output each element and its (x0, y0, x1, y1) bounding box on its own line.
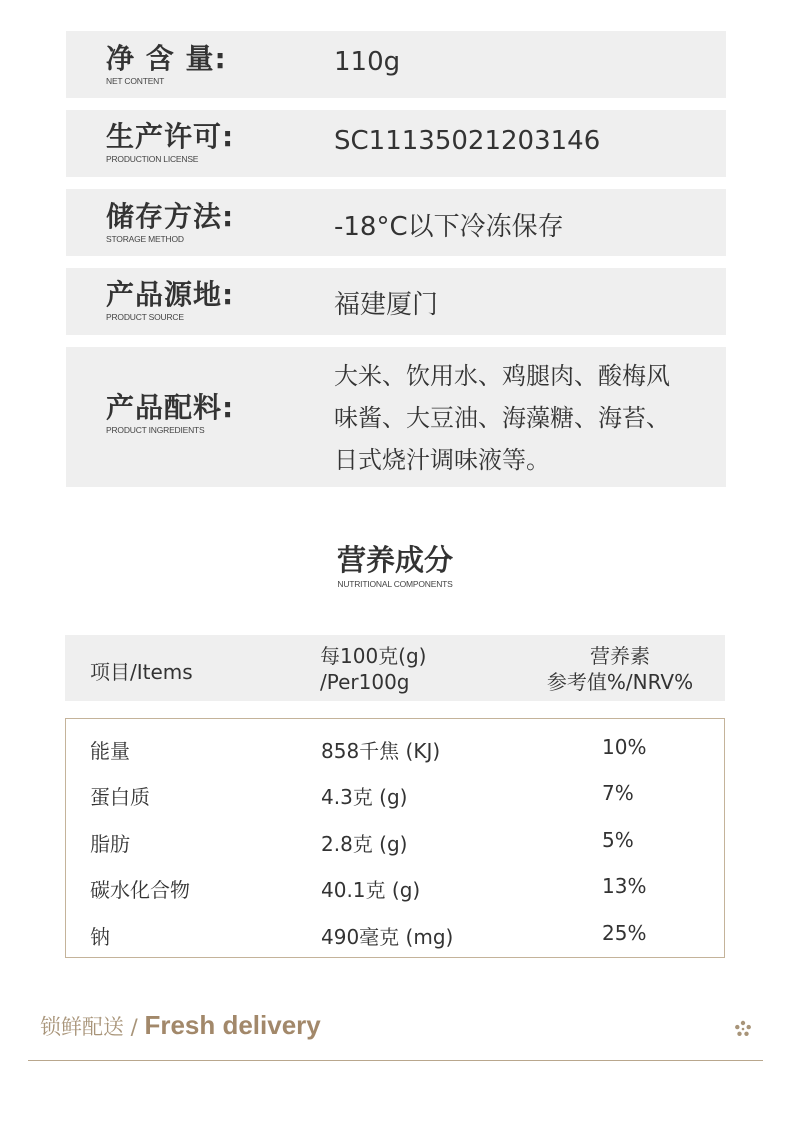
info-label: 生产许可: (106, 120, 235, 153)
row-value: 40.1克 (g) (321, 878, 421, 902)
info-label-group (106, 279, 234, 322)
info-label-group (106, 201, 234, 244)
row-name: 蛋白质 (90, 785, 150, 809)
info-label-en: PRODUCT INGREDIENTS (106, 425, 205, 435)
header-nrv (535, 643, 705, 695)
info-label: 净 含 量: (106, 42, 227, 75)
row-value: 490毫克 (mg) (321, 925, 454, 949)
row-nrv: 7% (602, 781, 634, 805)
row-value: 858千焦 (KJ) (321, 739, 441, 763)
header-per-100g (320, 643, 426, 695)
row-name: 碳水化合物 (90, 878, 190, 902)
row-nrv: 13% (602, 874, 647, 898)
row-name: 脂肪 (90, 832, 130, 856)
divider-line (28, 1060, 763, 1061)
ingredients-line: 日式烧汁调味液等。 (334, 446, 550, 474)
row-name: 能量 (90, 739, 130, 763)
row-nrv: 10% (602, 735, 647, 759)
info-label: 储存方法: (106, 200, 235, 233)
header-nrv-line: 营养素 (590, 644, 650, 668)
fresh-delivery-heading (40, 1010, 321, 1041)
info-label-en: PRODUCT SOURCE (106, 312, 184, 322)
info-label-en: NET CONTENT (106, 76, 165, 86)
nutrition-title-block (0, 541, 790, 589)
nutrition-title-en: NUTRITIONAL COMPONENTS (337, 579, 453, 589)
row-value: 2.8克 (g) (321, 832, 408, 856)
nutrition-table-body (65, 718, 725, 958)
table-row (66, 913, 724, 953)
ingredients-line: 味酱、大豆油、海藻糖、海苔、 (334, 404, 670, 432)
fresh-delivery-cn: 锁鲜配送 (40, 1015, 124, 1039)
table-row (66, 820, 724, 860)
info-row-product-source (66, 268, 726, 335)
table-row (66, 866, 724, 906)
ingredients-line: 大米、饮用水、鸡腿肉、酸梅风 (334, 362, 670, 390)
header-per-line: /Per100g (320, 670, 410, 694)
info-label: 产品源地: (106, 278, 235, 311)
info-row-storage-method (66, 189, 726, 256)
info-label-group (106, 121, 234, 164)
info-row-ingredients (66, 347, 726, 487)
info-value: SC11135021203146 (334, 126, 601, 156)
info-label-group (106, 43, 227, 86)
info-row-production-license (66, 110, 726, 177)
flower-icon (733, 1019, 753, 1039)
header-per-line: 每100克(g) (320, 644, 427, 668)
table-row (66, 727, 724, 767)
nutrition-table-header (65, 635, 725, 701)
fresh-delivery-separator: / (124, 1015, 145, 1039)
row-nrv: 25% (602, 921, 647, 945)
ingredients-value (334, 355, 670, 481)
header-nrv-line: 参考值%/NRV% (546, 670, 694, 694)
info-row-net-content (66, 31, 726, 98)
info-label-group (106, 392, 234, 435)
table-row (66, 773, 724, 813)
info-value: -18°C以下冷冻保存 (334, 212, 564, 242)
row-nrv: 5% (602, 828, 634, 852)
fresh-delivery-en: Fresh delivery (144, 1010, 321, 1040)
row-value: 4.3克 (g) (321, 785, 408, 809)
header-items: 项目/Items (90, 660, 193, 684)
info-label-en: PRODUCTION LICENSE (106, 154, 199, 164)
row-name: 钠 (90, 925, 110, 949)
info-label-en: STORAGE METHOD (106, 234, 184, 244)
info-value: 110g (334, 47, 401, 77)
info-label: 产品配料: (106, 391, 235, 424)
nutrition-title: 营养成分 (336, 543, 453, 577)
info-value: 福建厦门 (334, 290, 439, 320)
